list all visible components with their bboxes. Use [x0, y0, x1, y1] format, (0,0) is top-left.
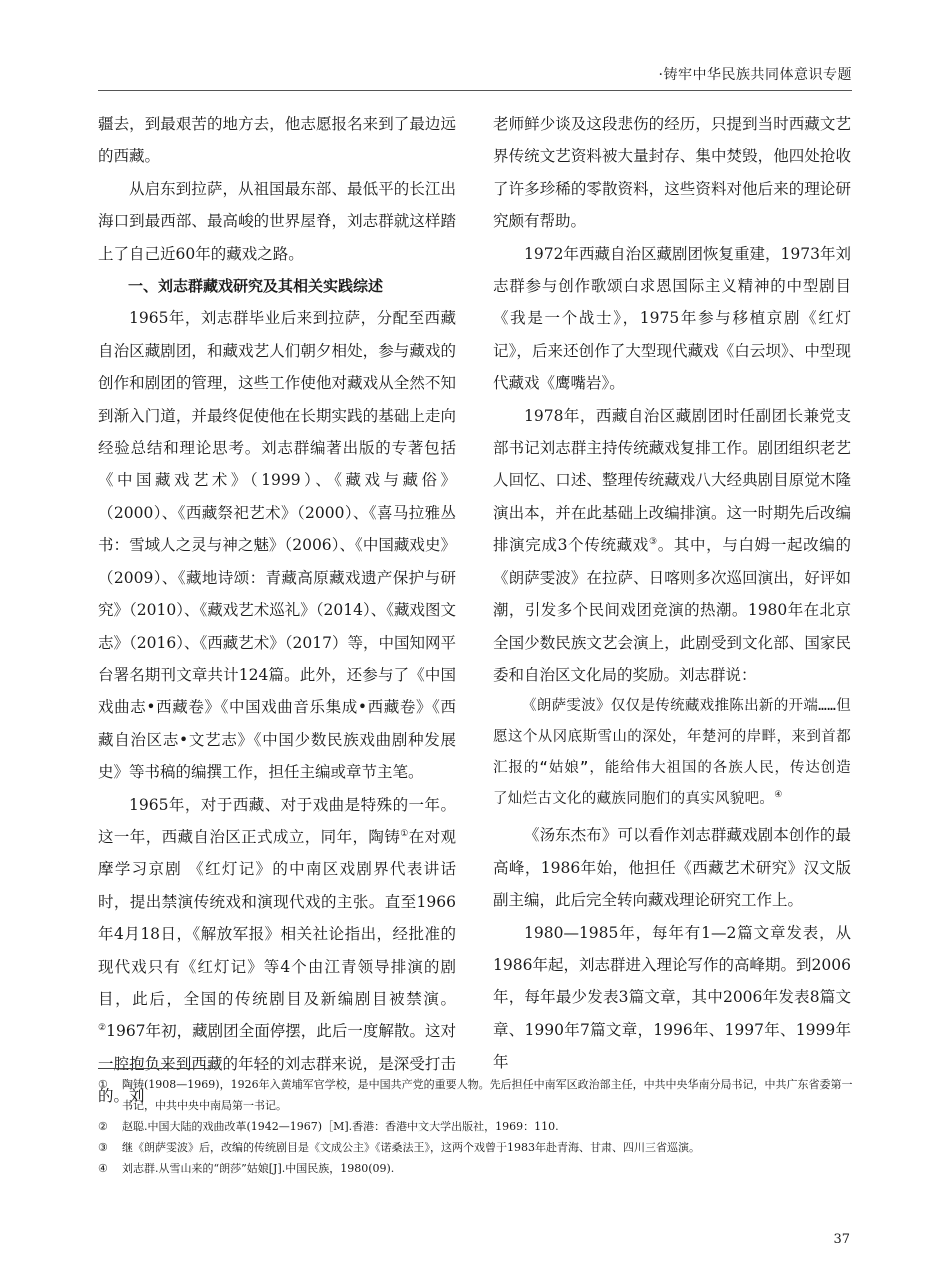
paragraph: 1972年西藏自治区藏剧团恢复重建，1973年刘志群参与创作歌颂白求恩国际主义精神的中型剧目《我是一个战士》，1975年参与移植京剧《红灯记》，后来还创作了大型现代藏戏《白云坝》、中型现代藏戏《鹰嘴岩》。 — [493, 244, 851, 393]
footnote — [98, 1116, 854, 1137]
footnote-text: 刘志群.从雪山来的“朗莎”姑娘[J].中国民族，1980(09). — [122, 1162, 395, 1175]
paragraph-text: 1965年，对于西藏、对于戏曲是特殊的一年。这一年，西藏自治区正式成立，同年，陶铸 — [98, 795, 456, 846]
paragraph: 老师鲜少谈及这段悲伤的经历，只提到当时西藏文艺界传统文艺资料被大量封存、集中焚毁，他四处抢收了许多珍稀的零散资料，这些资料对他后来的理论研究颇有帮助。 — [493, 115, 851, 231]
right-column — [493, 108, 851, 1079]
footnote — [98, 1158, 854, 1179]
page-number: 37 — [833, 1232, 850, 1247]
paragraph-text: 在对观摩学习京剧 《红灯记》的中南区戏剧界代表讲话时，提出禁演传统戏和演现代戏的主张。直至1966年4月18日，《解放军报》相关社论指出，经批准的现代戏只有《红灯记》等4个由江青领导排演的剧目，此后，全国的传统剧目及新编剧目被禁演。 — [98, 827, 456, 1008]
block-quote — [493, 691, 851, 815]
footnote — [98, 1137, 854, 1158]
footnotes — [98, 1074, 854, 1179]
paragraph: 1965年，刘志群毕业后来到拉萨，分配至西藏自治区藏剧团，和藏戏艺人们朝夕相处，参与藏戏的创作和剧团的管理，这些工作使他对藏戏从全然不知到渐入门道，并最终促使他在长期实践的基础上走向经验总结和理论思考。刘志群编著出版的专著包括《中国藏戏艺术》（1999）、《藏戏与藏俗》（2000）、《西藏祭祀艺术》（2000）、《喜马拉雅丛书：雪域人之灵与神之魅》（2006）、《中国藏戏史》（2009）、《藏地诗颂：青藏高原藏戏遗产保护与研究》（2010）、《藏戏艺术巡礼》（2014）、《藏戏图文志》（2016）、《西藏艺术》（2017）等，中国知网平台署名期刊文章共计124篇。此外，还参与了《中国戏曲志•西藏卷》《中国戏曲音乐集成•西藏卷》《西藏自治区志•文艺志》《中国少数民族戏曲剧种发展史》等书稿的编撰工作，担任主编或章节主笔。 — [98, 309, 456, 782]
quote-text: 《朗萨雯波》仅仅是传统藏戏推陈出新的开端……但愿这个从冈底斯雪山的深处，年楚河的岸畔，来到首都汇报的“姑娘”，能给伟大祖国的各族人民，传达创造了灿烂古文化的藏族同胞们的真实风貌吧。 — [493, 698, 851, 808]
footnote-mark: ② — [98, 1120, 108, 1133]
footnote-ref[interactable]: ③ — [648, 537, 658, 548]
paragraph-text: 1978年，西藏自治区藏剧团时任副团长兼党支部书记刘志群主持传统藏戏复排工作。剧团组织老艺人回忆、口述、整理传统藏戏八大经典剧目原觉木隆演出本，并在此基础上改编排演。这一时期先后改编排演完成3个传统藏戏 — [493, 406, 851, 555]
paragraph: 1980—1985年，每年有1—2篇文章发表，从1986年起，刘志群进入理论写作的高峰期。到2006年，每年最少发表3篇文章，其中2006年发表8篇文章、1990年7篇文章，1996年、1997年、1999年年 — [493, 923, 851, 1072]
running-header — [98, 62, 852, 91]
footnote-text: 继《朗萨雯波》后，改编的传统剧目是《文成公主》《诺桑法王》，这两个戏曾于1983年赴青海、甘肃、四川三省巡演。 — [122, 1141, 700, 1154]
footnote-ref[interactable]: ④ — [774, 790, 783, 801]
footnote-text: 赵聪.中国大陆的戏曲改革(1942—1967)［M].香港：香港中文大学出版社，1969：110. — [122, 1120, 559, 1133]
paragraph — [493, 400, 851, 692]
footnote-mark: ③ — [98, 1141, 108, 1154]
paragraph-text: 。其中，与白姆一起改编的《朗萨雯波》在拉萨、日喀则多次巡回演出，好评如潮，引发多个民间戏团竞演的热潮。1980年在北京全国少数民族文艺会演上，此剧受到文化部、国家民委和自治区文化局的奖励。刘志群说： — [493, 536, 851, 684]
footnote-divider — [98, 1068, 218, 1069]
footnote-ref[interactable]: ① — [400, 828, 409, 839]
paragraph: 《汤东杰布》可以看作刘志群藏戏剧本创作的最高峰，1986年始，他担任《西藏艺术研究》汉文版副主编，此后完全转向藏戏理论研究工作上。 — [493, 826, 851, 910]
footnote-mark: ① — [98, 1078, 108, 1091]
footnote — [98, 1074, 854, 1116]
paragraph: 从启东到拉萨，从祖国最东部、最低平的长江出海口到最西部、最高峻的世界屋脊，刘志群就这样踏上了自己近60年的藏戏之路。 — [98, 179, 456, 263]
paragraph — [98, 789, 456, 1113]
paragraph: 疆去，到最艰苦的地方去，他志愿报名来到了最边远的西藏。 — [98, 115, 456, 166]
paragraph-text: 1967年初，藏剧团全面停摆，此后一度解散。这对一腔抱负来到西藏的年轻的刘志群来说，是深受打击的。刘 — [98, 1022, 456, 1106]
left-column — [98, 108, 456, 1113]
header-title: ·铸牢中华民族共同体意识专题 — [658, 67, 852, 83]
footnote-ref[interactable]: ② — [98, 1023, 107, 1034]
section-heading: 一、刘志群藏戏研究及其相关实践综述 — [128, 277, 384, 296]
footnote-text: 陶铸(1908—1969)，1926年入黄埔军官学校，是中国共产党的重要人物。先后担任中南军区政治部主任，中共中央华南分局书记，中共广东省委第一书记，中共中央中南局第一书记。 — [122, 1078, 853, 1112]
footnote-mark: ④ — [98, 1162, 108, 1175]
